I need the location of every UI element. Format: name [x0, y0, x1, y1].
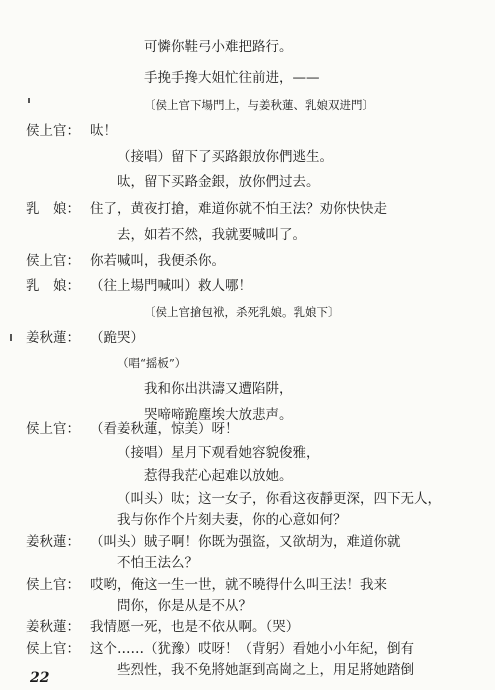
speaker-name: 姜秋蓮： — [26, 330, 80, 346]
speaker-name: 乳 娘： — [26, 278, 80, 294]
dialogue-line: （接唱）留下了买路銀放你們逃生。 — [117, 149, 333, 165]
speaker-name: 侯上官： — [26, 421, 80, 437]
verse-line: 可憐你鞋弓小难把路行。 — [144, 39, 293, 55]
speaker-name: 乳 娘： — [26, 201, 80, 217]
speaker-name: 姜秋蓮： — [26, 534, 80, 550]
dialogue-line: 哎哟，俺这一生一世，就不曉得什么叫王法！我来 — [90, 577, 387, 593]
margin-mark — [28, 98, 30, 103]
dialogue-line: 这个……（犹豫）哎呀！（背躬）看她小小年紀，倒有 — [90, 641, 414, 657]
dialogue-line: 我与你作个片刻夫妻，你的心意如何？ — [117, 512, 347, 528]
dialogue-line: 呔！ — [90, 123, 117, 139]
verse-line: 哭啼啼跪塵埃大放悲声。 — [144, 407, 293, 423]
dialogue-line: 去，如若不然，我就要喊叫了。 — [117, 227, 306, 243]
speaker-name: 姜秋蓮： — [26, 619, 80, 635]
verse-line: 我和你出洪濤又遭陷阱， — [144, 381, 293, 397]
dialogue-line: 住了，黄夜打搶，难道你就不怕王法？劝你快快走 — [90, 201, 387, 217]
speaker-name: 侯上官： — [26, 253, 80, 269]
speaker-name: 侯上官： — [26, 123, 80, 139]
dialogue-line: 不怕王法么？ — [117, 555, 198, 571]
speaker-name: 侯上官： — [26, 641, 80, 657]
stage-direction: 〔侯上官搶包袱，杀死乳娘。乳娘下〕 — [144, 305, 340, 319]
dialogue-line: （往上場門喊叫）救人哪！ — [90, 278, 252, 294]
dialogue-line: 問你，你是从是不从？ — [117, 598, 252, 614]
dialogue-line: （叫头）呔；这一女子，你看这夜靜更深，四下无人， — [117, 491, 441, 507]
stage-direction: （唱“摇板”） — [117, 356, 187, 370]
dialogue-line: 些烈性，我不免將她誆到高崗之上，用足將她踏倒 — [117, 662, 414, 678]
margin-mark — [10, 334, 12, 341]
dialogue-line: 呔，留下买路金銀，放你們过去。 — [117, 174, 320, 190]
verse-line: 惹得我茫心起难以放她。 — [144, 468, 293, 484]
dialogue-line: 我情愿一死，也是不依从啊。（哭） — [90, 619, 300, 635]
dialogue-line: （跪哭） — [90, 330, 144, 346]
dialogue-line: （看姜秋蓮，惊美）呀！ — [90, 421, 239, 437]
dialogue-line: 你若喊叫，我便杀你。 — [90, 253, 225, 269]
page-number: 22 — [30, 670, 50, 686]
verse-line: 手挽手搀大姐忙往前进，—— — [144, 70, 320, 86]
dialogue-line: （接唱）星月下观看她容貌俊雅， — [117, 445, 320, 461]
speaker-name: 侯上官： — [26, 577, 80, 593]
dialogue-line: （叫头）賊子啊！你既为强盜，又欲胡为，难道你就 — [90, 534, 401, 550]
stage-direction: 〔侯上官下場門上，与姜秋蓮、乳娘双进門〕 — [144, 98, 374, 112]
